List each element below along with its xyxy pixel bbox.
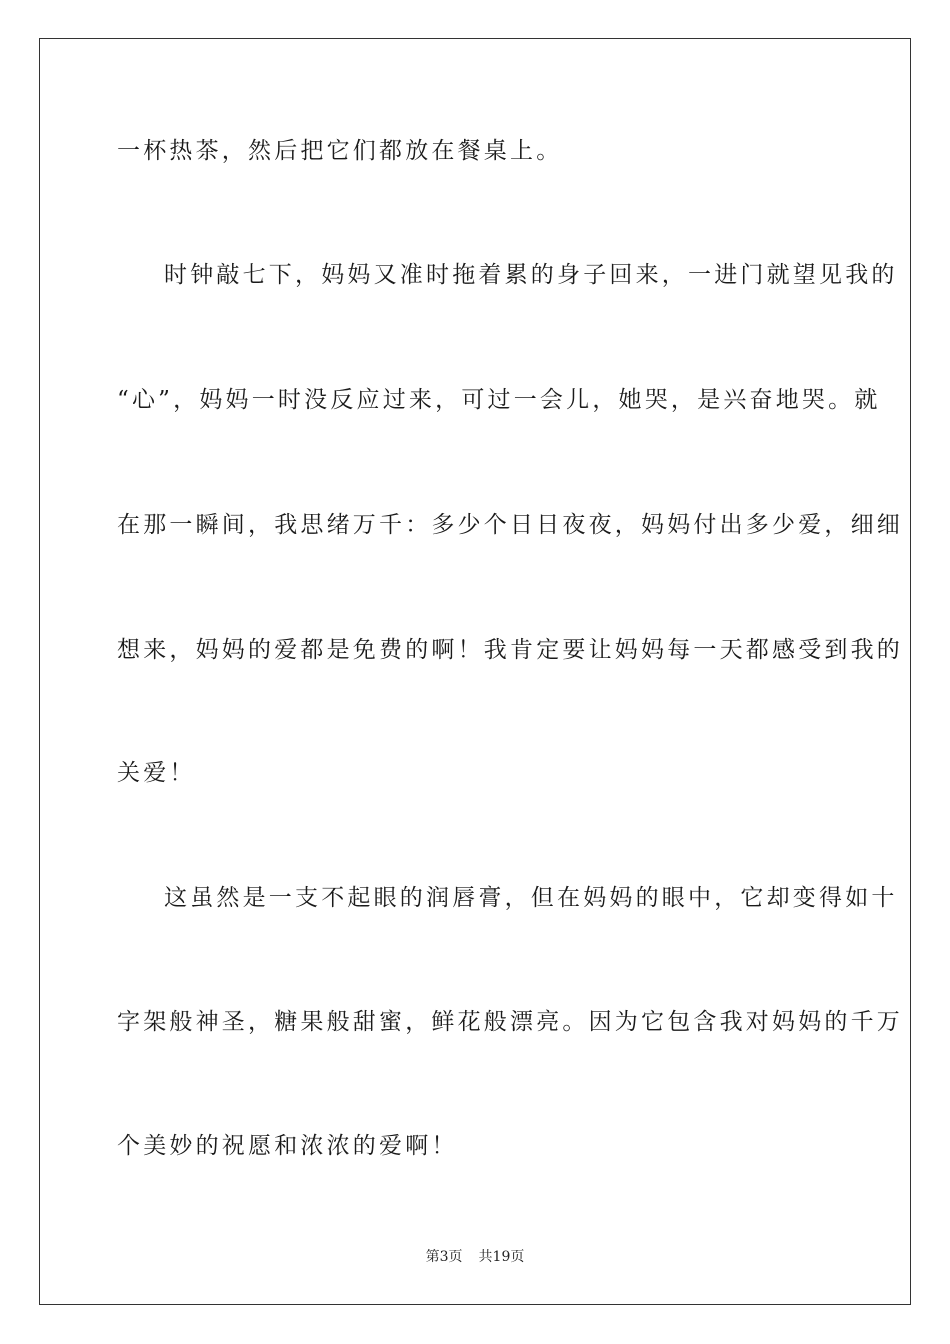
text-line-8: 字架般神圣，糖果般甜蜜，鲜花般漂亮。因为它包含我对妈妈的千万 (117, 1009, 903, 1035)
text-line-9: 个美妙的祝愿和浓浓的爱啊！ (117, 1133, 458, 1159)
text-line-7: 这虽然是一支不起眼的润唇膏，但在妈妈的眼中，它却变得如十 (164, 885, 898, 911)
text-line-4: 在那一瞬间，我思绪万千：多少个日日夜夜，妈妈付出多少爱，细细 (117, 512, 903, 538)
text-line-3: “心”，妈妈一时没反应过来，可过一会儿，她哭，是兴奋地哭。就 (117, 387, 881, 413)
page-footer (0, 1247, 950, 1267)
text-line-6: 关爱！ (117, 760, 196, 786)
page-total: 共19页 (478, 1249, 525, 1265)
text-line-5: 想来，妈妈的爱都是免费的啊！我肯定要让妈妈每一天都感受到我的 (117, 637, 903, 663)
page-border (39, 38, 911, 1305)
text-line-1: 一杯热茶，然后把它们都放在餐桌上。 (117, 138, 563, 164)
page-number: 第3页 (425, 1249, 463, 1265)
text-line-2: 时钟敲七下，妈妈又准时拖着累的身子回来，一进门就望见我的 (164, 262, 898, 288)
